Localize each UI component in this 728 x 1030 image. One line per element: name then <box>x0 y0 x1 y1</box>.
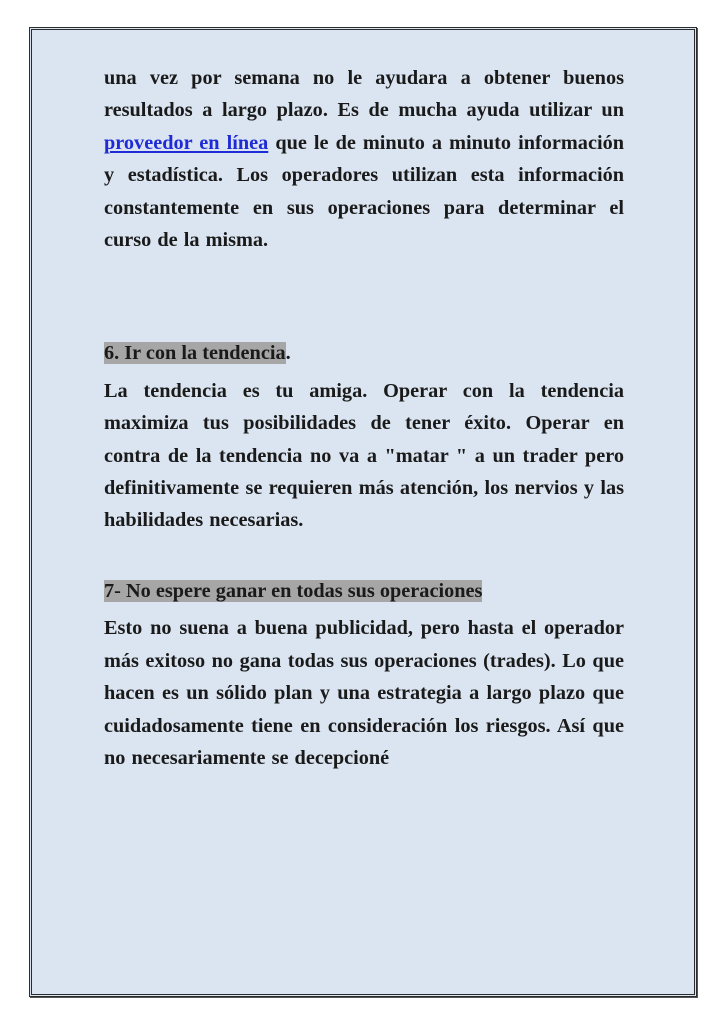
paragraph-not-win-all: Esto no suena a buena publicidad, pero hasta el operador más exitoso no gana todas sus operaciones (trades). Lo que hacen es un sólido plan y una estrategia a largo plazo que cuidadosamente tiene en consideración los riesgos. Así que no necesariamente se decepcioné <box>104 617 624 769</box>
section-6-heading <box>104 337 624 369</box>
paragraph-provider <box>104 62 624 256</box>
section-6-heading-highlight: 6. Ir con la tendencia <box>104 342 286 365</box>
document-body <box>104 62 624 774</box>
section-6-heading-period: . <box>285 342 291 365</box>
online-provider-link[interactable]: proveedor en línea <box>104 131 269 154</box>
section-7-heading <box>104 575 624 607</box>
paragraph-provider-text-after-link: que le de minuto a minuto información y estadística. Los operadores utilizan esta información constantemente en sus operaciones para determinar el curso de la misma. <box>104 131 624 252</box>
section-7-heading-highlight: 7- No espere ganar en todas sus operaciones <box>104 579 483 602</box>
page-border-frame <box>29 27 697 997</box>
paragraph-trend: La tendencia es tu amiga. Operar con la tendencia maximiza tus posibilidades de tener éxito. Operar en contra de la tendencia no va a "matar " a un trader pero definitivamente se requieren más atención, los nervios y las habilidades necesarias. <box>104 379 624 532</box>
paragraph-provider-text-before-link: una vez por semana no le ayudara a obtener buenos resultados a largo plazo. Es de mucha ayuda utilizar un <box>104 67 624 122</box>
